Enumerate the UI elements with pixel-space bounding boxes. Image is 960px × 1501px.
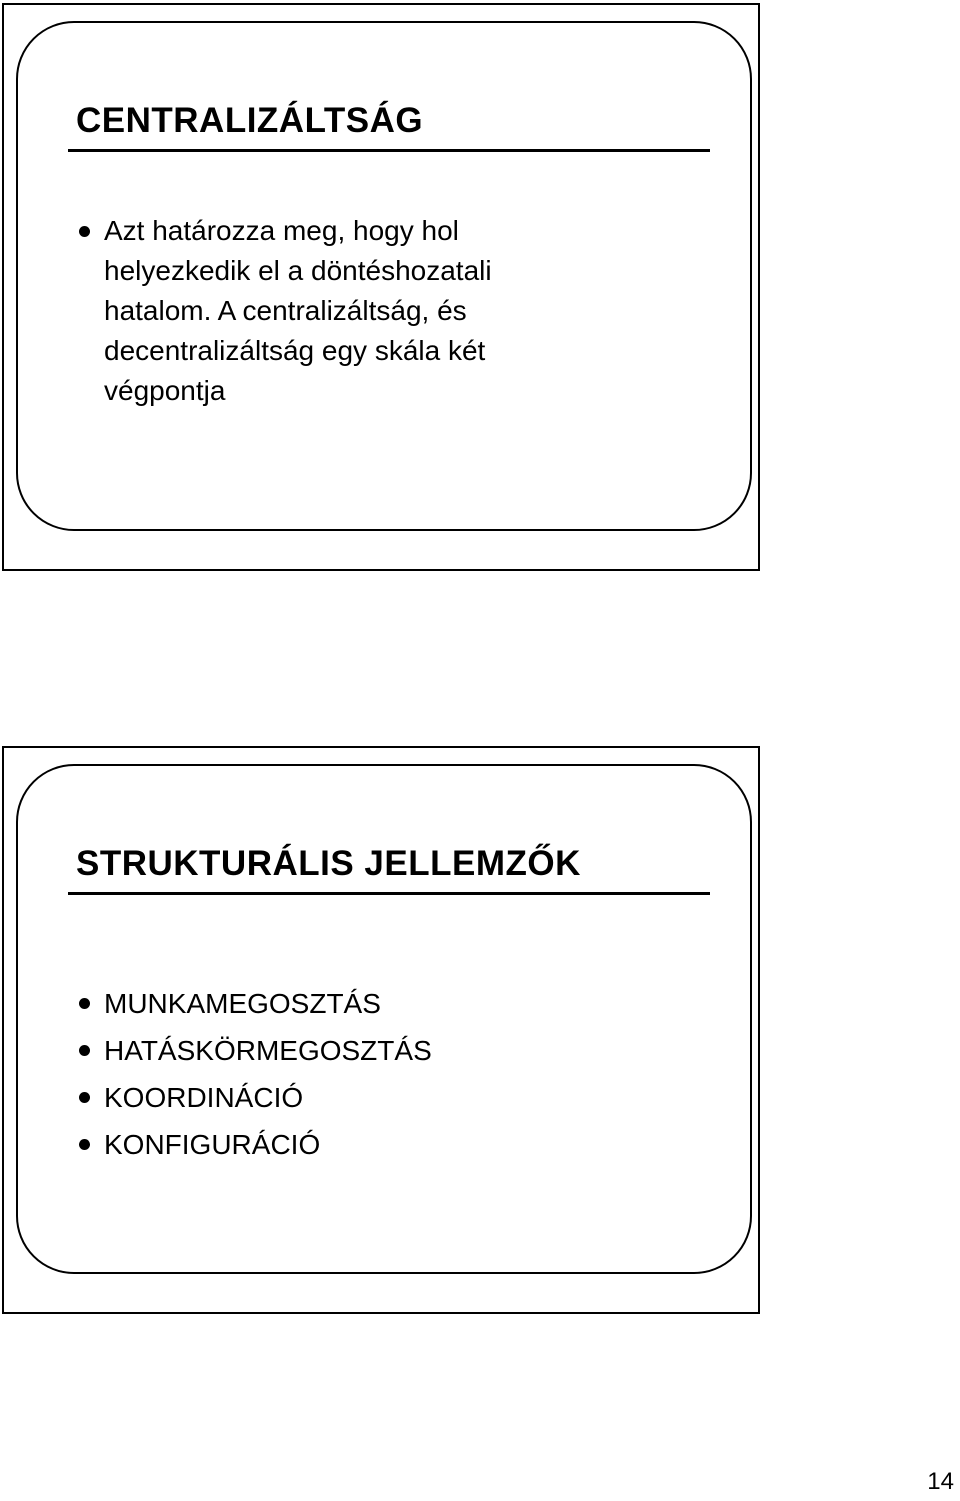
bullet-item bbox=[76, 211, 604, 411]
bullet-text: KOORDINÁCIÓ bbox=[104, 1082, 304, 1113]
slide-2-title-underline bbox=[68, 892, 710, 895]
bullet-text: Azt határozza meg, hogy hol helyezkedik el a döntéshozatali hatalom. A centralizáltság, és decentralizáltság egy skála két végpontja bbox=[104, 215, 492, 406]
bullet-item bbox=[76, 980, 432, 1027]
bullet-dot-icon bbox=[79, 998, 90, 1009]
slide-2 bbox=[2, 746, 760, 1314]
bullet-text: MUNKAMEGOSZTÁS bbox=[104, 988, 381, 1019]
bullet-item bbox=[76, 1027, 432, 1074]
bullet-text: KONFIGURÁCIÓ bbox=[104, 1129, 321, 1160]
bullet-dot-icon bbox=[79, 1045, 90, 1056]
slide-2-title: STRUKTURÁLIS JELLEMZŐK bbox=[76, 844, 581, 883]
page-number: 14 bbox=[927, 1468, 954, 1495]
bullet-dot-icon bbox=[79, 1139, 90, 1150]
bullet-text: HATÁSKÖRMEGOSZTÁS bbox=[104, 1035, 432, 1066]
bullet-dot-icon bbox=[79, 1092, 90, 1103]
slide-1-bullet-list bbox=[76, 211, 604, 411]
slide-1-title: CENTRALIZÁLTSÁG bbox=[76, 101, 424, 140]
bullet-dot-icon bbox=[79, 226, 90, 237]
slide-1-card bbox=[16, 21, 752, 531]
slide-1 bbox=[2, 3, 760, 571]
slide-2-bullet-list bbox=[76, 980, 432, 1168]
slide-2-card bbox=[16, 764, 752, 1274]
bullet-item bbox=[76, 1121, 432, 1168]
slide-1-title-underline bbox=[68, 149, 710, 152]
bullet-item bbox=[76, 1074, 432, 1121]
